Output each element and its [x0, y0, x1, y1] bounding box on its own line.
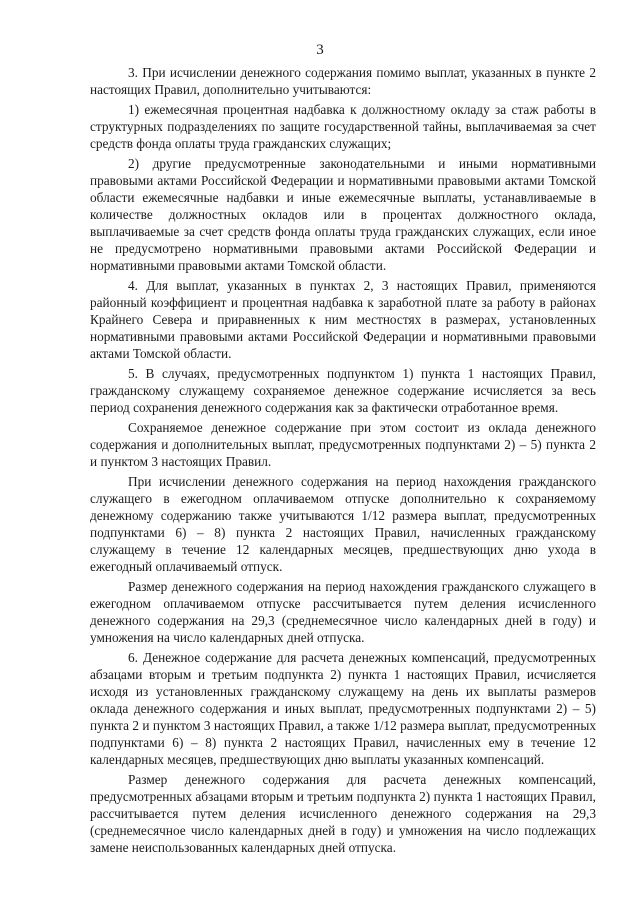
page-number: 3	[316, 42, 324, 58]
paragraph-point-6-compensation-size: Размер денежного содержания для расчета денежных компенсаций, предусмотренных абзацами вторым и третьим подпункта 2) пункта 1 настоящих Правил, рассчитывается путем деления исчисленного денежного содержания на 29,3 (среднемесячное число календарных дней в году) и умножения на число подлежащих замене неиспользованных календарных дней отпуска.	[90, 772, 596, 856]
paragraph-point-3-subitem-2: 2) другие предусмотренные законодательными и иными нормативными правовыми актами Российской Федерации и нормативными правовыми актами Томской области ежемесячные надбавки и иные ежемесячные выплаты, устанавливаемые в количестве должностных окладов или в процентах должностного оклада, выплачиваемые за счет средств фонда оплаты труда гражданских служащих, если иное не предусмотрено нормативными правовыми актами Российской Федерации и нормативными правовыми актами Томской области.	[90, 155, 596, 274]
document-body	[90, 64, 596, 859]
paragraph-point-5-preserved-pay: Сохраняемое денежное содержание при этом состоит из оклада денежного содержания и дополнительных выплат, предусмотренных подпунктами 2) – 5) пункта 2 и пунктом 3 настоящих Правил.	[90, 419, 596, 470]
paragraph-point-4: 4. Для выплат, указанных в пунктах 2, 3 настоящих Правил, применяются районный коэффициент и процентная надбавка к заработной плате за работу в районах Крайнего Севера и приравненных к ним местностях в размерах, установленных нормативными правовыми актами Российской Федерации и нормативными правовыми актами Томской области.	[90, 277, 596, 362]
paragraph-point-5-vacation-size: Размер денежного содержания на период нахождения гражданского служащего в ежегодном оплачиваемом отпуске рассчитывается путем деления исчисленного денежного содержания на 29,3 (среднемесячное число календарных дней в году) и умножения на число календарных дней отпуска.	[90, 578, 596, 646]
paragraph-point-3: 3. При исчислении денежного содержания помимо выплат, указанных в пункте 2 настоящих Правил, дополнительно учитываются:	[90, 65, 596, 98]
paragraph-point-5-vacation-calc: При исчислении денежного содержания на период нахождения гражданского служащего в ежегодном оплачиваемом отпуске дополнительно к сохраняемому денежному содержанию также учитываются 1/12 размера выплат, предусмотренных подпунктами 6) – 8) пункта 2 настоящих Правил, начисленных гражданскому служащему в течение 12 календарных месяцев, предшествующих дню ухода в ежегодный оплачиваемый отпуск.	[90, 473, 596, 575]
paragraph-point-6: 6. Денежное содержание для расчета денежных компенсаций, предусмотренных абзацами вторым и третьим подпункта 2) пункта 1 настоящих Правил, исчисляется исходя из установленных гражданскому служащему на день их выплаты размеров оклада денежного содержания и иных выплат, предусмотренных подпунктами 2) – 5) пункта 2 и пунктом 3 настоящих Правил, а также 1/12 размера выплат, предусмотренных подпунктами 6) – 8) пункта 2 настоящих Правил, начисленных ему в течение 12 календарных месяцев, предшествующих дню выплаты указанных компенсаций.	[90, 649, 596, 768]
paragraph-point-5: 5. В случаях, предусмотренных подпунктом 1) пункта 1 настоящих Правил, гражданскому служащему сохраняемое денежное содержание исчисляется за весь период сохранения денежного содержания как за фактически отработанное время.	[90, 365, 596, 416]
paragraph-point-3-subitem-1: 1) ежемесячная процентная надбавка к должностному окладу за стаж работы в структурных подразделениях по защите государственной тайны, выплачиваемая за счет средств фонда оплаты труда гражданских служащих;	[90, 101, 596, 151]
